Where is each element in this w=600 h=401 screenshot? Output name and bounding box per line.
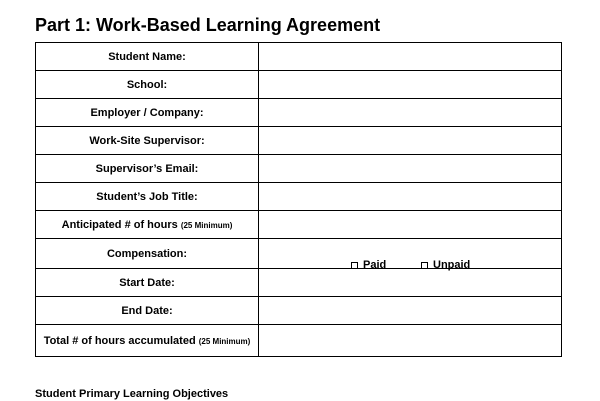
table-row-start-date <box>36 269 562 297</box>
agreement-table <box>35 42 562 357</box>
table-row-job-title <box>36 183 562 211</box>
job-title-label: Student’s Job Title: <box>36 183 259 211</box>
anticipated-hours-field[interactable] <box>259 211 562 239</box>
school-label: School: <box>36 71 259 99</box>
paid-label: Paid <box>363 259 387 271</box>
employer-field[interactable] <box>259 99 562 127</box>
start-date-field[interactable] <box>259 269 562 297</box>
table-row-anticipated-hours <box>36 211 562 239</box>
unpaid-option[interactable] <box>421 259 470 271</box>
paid-checkbox[interactable] <box>351 262 358 269</box>
job-title-field[interactable] <box>259 183 562 211</box>
paid-option[interactable] <box>351 259 421 271</box>
end-date-label: End Date: <box>36 297 259 325</box>
start-date-label: Start Date: <box>36 269 259 297</box>
table-row-total-hours <box>36 325 562 357</box>
employer-label: Employer / Company: <box>36 99 259 127</box>
unpaid-checkbox[interactable] <box>421 262 428 269</box>
unpaid-label: Unpaid <box>433 259 471 271</box>
page-title: Part 1: Work-Based Learning Agreement <box>35 15 381 35</box>
student-name-field[interactable] <box>259 43 562 71</box>
table-row-compensation <box>36 239 562 269</box>
supervisor-email-field[interactable] <box>259 155 562 183</box>
table-row-supervisor-email <box>36 155 562 183</box>
table-row-school <box>36 71 562 99</box>
table-row-end-date <box>36 297 562 325</box>
total-hours-note: (25 Minimum) <box>198 336 251 346</box>
objectives-heading: Student Primary Learning Objectives <box>35 388 229 400</box>
anticipated-hours-label: Anticipated # of hours (25 Minimum) <box>36 211 259 239</box>
end-date-field[interactable] <box>259 297 562 325</box>
anticipated-hours-note: (25 Minimum) <box>180 220 233 230</box>
total-hours-label: Total # of hours accumulated (25 Minimum) <box>36 325 259 357</box>
table-row-supervisor <box>36 127 562 155</box>
compensation-label: Compensation: <box>36 239 259 269</box>
student-name-label: Student Name: <box>36 43 259 71</box>
compensation-options <box>259 239 562 269</box>
supervisor-email-label: Supervisor’s Email: <box>36 155 259 183</box>
table-row-student-name <box>36 43 562 71</box>
supervisor-label: Work-Site Supervisor: <box>36 127 259 155</box>
school-field[interactable] <box>259 71 562 99</box>
table-row-employer <box>36 99 562 127</box>
supervisor-field[interactable] <box>259 127 562 155</box>
total-hours-field[interactable] <box>259 325 562 357</box>
